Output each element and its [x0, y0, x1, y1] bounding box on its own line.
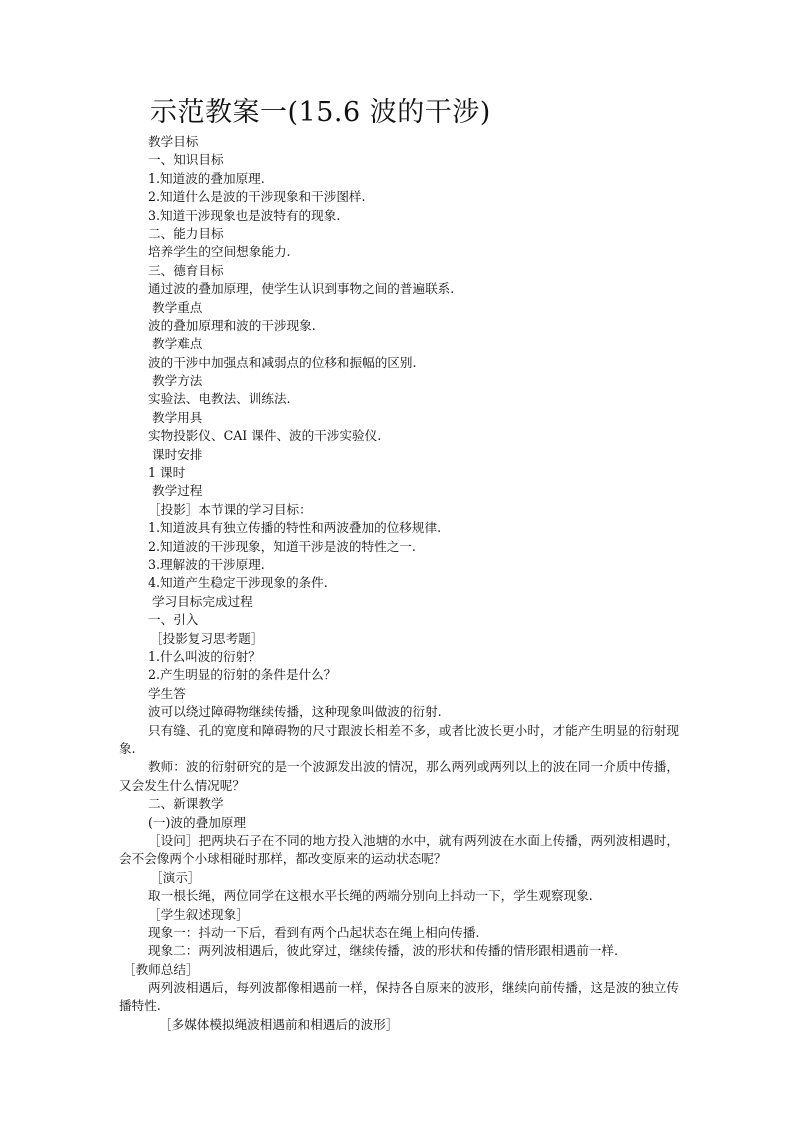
paragraph: ［学生叙述现象］ — [148, 906, 249, 922]
section-heading: 教学目标 — [148, 134, 199, 149]
paragraph: 实验法、电教法、训练法. — [148, 391, 291, 407]
paragraph: 取一根长绳，两位同学在这根水平长绳的两端分别向上抖动一下，学生观察现象. — [148, 888, 593, 904]
paragraph: 通过波的叠加原理，使学生认识到事物之间的普遍联系. — [148, 281, 455, 297]
list-item: 1.知道波的叠加原理. — [148, 170, 265, 186]
paragraph: 实物投影仪、CAI 课件、波的干涉实验仪. — [148, 428, 382, 444]
paragraph: ［投影］本节课的学习目标： — [148, 501, 312, 517]
list-item: 3.知道干涉现象也是波特有的现象. — [148, 207, 341, 223]
subsection-heading: 一、引入 — [148, 612, 199, 628]
subsection-heading: (一)波的叠加原理 — [148, 814, 246, 830]
paragraph: 现象一：抖动一下后，看到有两个凸起状态在绳上相向传播. — [148, 924, 480, 940]
paragraph: 波的叠加原理和波的干涉现象. — [148, 317, 316, 333]
paragraph: ［多媒体模拟绳波相遇前和相遇后的波形］ — [159, 1016, 399, 1032]
list-item: 2.知道什么是波的干涉现象和干涉图样. — [148, 189, 366, 205]
paragraph: 只有缝、孔的宽度和障碍物的尺寸跟波长相差不多，或者比波长更小时，才能产生明显的衍射现象. — [119, 722, 679, 756]
section-heading: 教学用具 — [152, 409, 203, 425]
list-item: 1.什么叫波的衍射？ — [148, 648, 261, 664]
document-title: 示范教案一(15.6 波的干涉) — [150, 97, 491, 128]
section-heading: 课时安排 — [152, 446, 203, 462]
paragraph: 1 课时 — [148, 465, 186, 481]
section-heading: 学习目标完成过程 — [152, 593, 253, 609]
paragraph: ［演示］ — [150, 869, 201, 885]
paragraph: 波的干涉中加强点和减弱点的位移和振幅的区别. — [148, 354, 417, 370]
subsection-heading: 一、知识目标 — [148, 152, 224, 168]
paragraph: 现象二：两列波相遇后，彼此穿过，继续传播，波的形状和传播的情形跟相遇前一样. — [148, 943, 618, 959]
subsection-heading: 二、能力目标 — [148, 225, 224, 241]
paragraph: 教师：波的衍射研究的是一个波源发出波的情况，那么两列或两列以上的波在同一介质中传播，又会发生什么情况呢？ — [119, 759, 679, 793]
paragraph: 波可以绕过障碍物继续传播，这种现象叫做波的衍射. — [148, 704, 442, 720]
paragraph: 学生答 — [148, 685, 186, 701]
list-item: 2.产生明显的衍射的条件是什么？ — [148, 667, 337, 683]
paragraph: 培养学生的空间想象能力. — [148, 244, 291, 260]
list-item: 2.知道波的干涉现象，知道干涉是波的特性之一. — [148, 538, 416, 554]
section-heading: 教学难点 — [152, 336, 203, 352]
paragraph: ［设问］把两块石子在不同的地方投入池塘的水中，就有两列波在水面上传播，两列波相遇时，会不会像两个小球相碰时那样，都改变原来的运动状态呢？ — [119, 832, 679, 867]
paragraph: ［教师总结］ — [123, 961, 199, 977]
subsection-heading: 二、新课教学 — [148, 796, 224, 812]
subsection-heading: 三、德育目标 — [148, 262, 224, 278]
list-item: 4.知道产生稳定干涉现象的条件. — [148, 575, 328, 591]
paragraph: ［投影复习思考题］ — [150, 630, 264, 646]
list-item: 1.知道波具有独立传播的特性和两波叠加的位移规律. — [148, 520, 442, 536]
paragraph: 两列波相遇后，每列波都像相遇前一样，保持各自原来的波形，继续向前传播，这是波的独立传播特性. — [119, 980, 679, 1014]
section-heading: 教学过程 — [152, 483, 203, 499]
document-body — [119, 133, 679, 1034]
section-heading: 教学方法 — [152, 373, 203, 389]
section-heading: 教学重点 — [152, 299, 203, 315]
list-item: 3.理解波的干涉原理. — [148, 556, 265, 572]
